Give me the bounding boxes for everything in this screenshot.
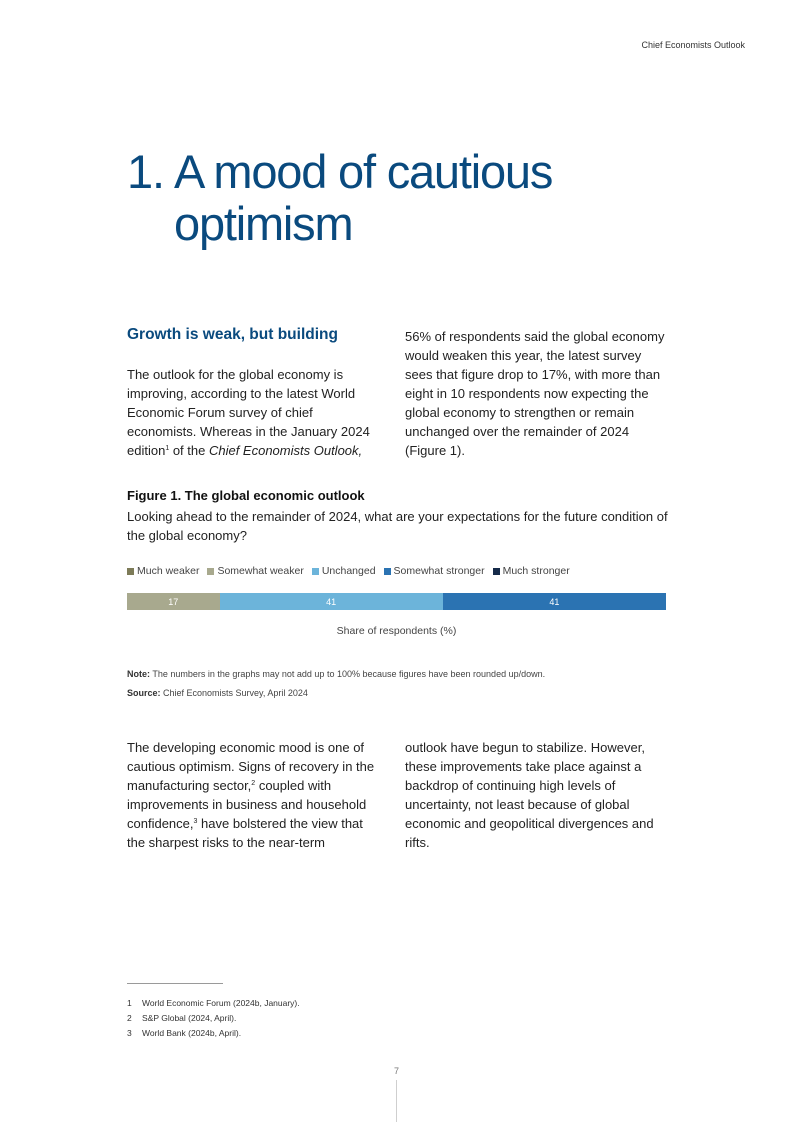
bar-segment-somewhat-stronger xyxy=(443,593,666,610)
figure-title: Figure 1. The global economic outlook xyxy=(127,488,365,503)
footnote-text: S&P Global (2024, April). xyxy=(142,1013,237,1023)
legend-label-much-stronger: Much stronger xyxy=(502,565,570,577)
footnote-number: 2 xyxy=(127,1013,132,1023)
footnote-ref-3[interactable]: 3 xyxy=(193,818,198,825)
legend-label-somewhat-weaker: Somewhat weaker xyxy=(217,565,304,577)
legend-label-much-weaker: Much weaker xyxy=(137,565,200,577)
legend-label-somewhat-stronger: Somewhat stronger xyxy=(393,565,485,577)
chapter-title-line1: A mood of cautious xyxy=(174,145,553,198)
legend-item-somewhat-stronger xyxy=(384,565,485,577)
x-axis-label: Share of respondents (%) xyxy=(336,625,457,637)
intro-paragraph-2: 56% of respondents said the global economy would weaken this year, the latest survey sees that figure drop to 17%, with more than eight in 10 respondents now expecting the global economy to strengthen or remain unchanged over the remainder of 2024 (Figure 1). xyxy=(405,329,665,458)
footnote-ref-1[interactable]: 1 xyxy=(165,445,170,452)
footnote-text: World Bank (2024b, April). xyxy=(142,1028,242,1038)
figure-question: Looking ahead to the remainder of 2024, what are your expectations for the future condition of the global economy? xyxy=(127,509,668,543)
chapter-number: 1. xyxy=(127,145,164,198)
legend-swatch-somewhat-stronger xyxy=(384,568,391,575)
footnote-1 xyxy=(127,996,300,1011)
source-text: Chief Economists Survey, April 2024 xyxy=(160,688,308,698)
footnote-2 xyxy=(127,1011,300,1026)
figure-source xyxy=(127,688,308,698)
running-header: Chief Economists Outlook xyxy=(641,40,745,50)
footnote-number: 1 xyxy=(127,998,132,1008)
data-label-somewhat-stronger: 41 xyxy=(549,596,560,607)
data-label-unchanged: 41 xyxy=(326,596,337,607)
footnote-text: World Economic Forum (2024b, January). xyxy=(142,998,300,1008)
body-paragraph-3 xyxy=(127,738,382,852)
footnote-divider xyxy=(127,983,223,984)
footnotes xyxy=(127,996,300,1041)
note-label: Note: xyxy=(127,669,150,679)
stacked-bar xyxy=(127,593,666,610)
footnote-3 xyxy=(127,1026,300,1041)
legend-item-much-stronger xyxy=(493,565,570,577)
legend-swatch-much-weaker xyxy=(127,568,134,575)
legend-swatch-much-stronger xyxy=(493,568,500,575)
intro-p1-text-b: of the xyxy=(169,443,209,458)
note-text: The numbers in the graphs may not add up to 100% because figures have been rounded up/down. xyxy=(150,669,546,679)
footnote-number: 3 xyxy=(127,1028,132,1038)
publication-title: Chief Economists Outlook, xyxy=(208,443,363,458)
chapter-title xyxy=(127,146,727,250)
page-number: 7 xyxy=(393,1066,399,1076)
data-label-somewhat-weaker: 17 xyxy=(168,596,179,607)
bar-segment-unchanged xyxy=(220,593,443,610)
section-heading: Growth is weak, but building xyxy=(127,326,338,343)
legend-label-unchanged: Unchanged xyxy=(321,565,376,577)
body-paragraph-4: outlook have begun to stabilize. However, these improvements take place against a backdrop of continuing high levels of uncertainty, not least because of global economic and geopolitical divergences and rifts. xyxy=(405,740,654,850)
bar-segment-somewhat-weaker xyxy=(127,593,220,610)
body-p3-text-a: The developing economic mood is one of cautious optimism. Signs of recovery in the manufacturing sector, xyxy=(127,740,375,793)
legend-swatch-somewhat-weaker xyxy=(207,568,214,575)
chart-legend xyxy=(127,565,578,577)
legend-item-unchanged xyxy=(312,565,376,577)
body-p3-text-b: coupled with improvements in business and household confidence, xyxy=(127,778,367,831)
figure-note xyxy=(127,669,545,679)
intro-p1-text-a: The outlook for the global economy is improving, according to the latest World Economic Forum survey of chief economists. Whereas in the January 2024 edition xyxy=(127,367,370,458)
body-p3-text-c: have bolstered the view that the sharpest risks to the near-term xyxy=(127,816,363,850)
legend-swatch-unchanged xyxy=(312,568,319,575)
footnote-ref-2[interactable]: 2 xyxy=(251,780,256,787)
legend-item-somewhat-weaker xyxy=(207,565,303,577)
page-divider xyxy=(396,1080,397,1122)
legend-item-much-weaker xyxy=(127,565,199,577)
chapter-title-line2: optimism xyxy=(174,197,353,250)
source-label: Source: xyxy=(127,688,161,698)
intro-paragraph-1 xyxy=(127,365,382,460)
